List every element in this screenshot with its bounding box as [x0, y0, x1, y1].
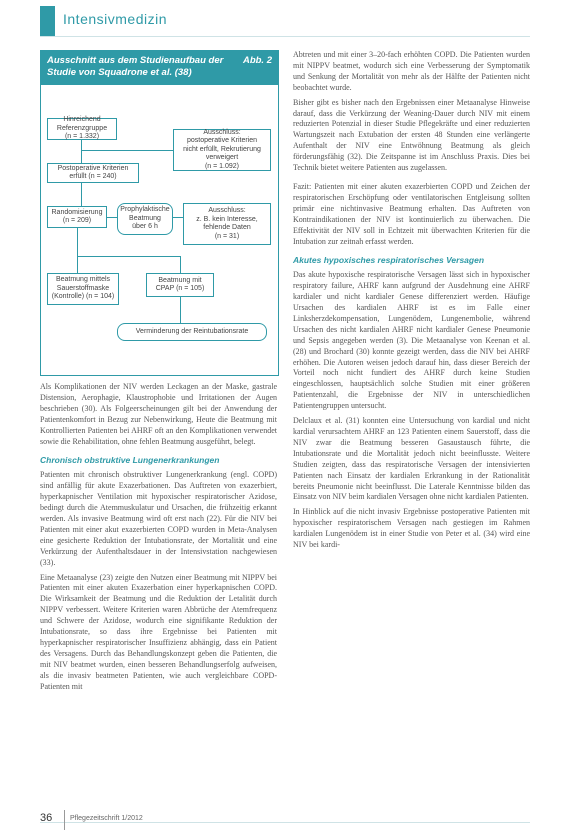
- flow-node-mask: Beatmung mittels Sauerstoffmaske (Kontrolle) (n = 104): [47, 273, 119, 305]
- flow-node-cpap: Beatmung mit CPAP (n = 105): [146, 273, 214, 297]
- paragraph: In Hinblick auf die nicht invasiv Ergebnisse postoperative Patienten mit hypoxischer respiratorischem Versagen nach gestiegen im Rahmen kardialen Lungenödem ist in einer Studie von Peter et al. (34) wird eine NIV bei kardi-: [293, 507, 530, 550]
- section-heading: Akutes hypoxisches respiratorisches Versagen: [293, 255, 485, 266]
- paragraph: Bisher gibt es bisher nach den Ergebnissen einer Metaanalyse Hinweise darauf, dass die Verkürzung der Weaning-Dauer durch NIV mit einem reduzierten Potenzial in dieser Studie Pflegekräfte und einer reduzierten Wartungszeit nach Extubation der ersten 48 Stunden eine verlängerte Aufenthalt der NIV eine Entwöhnung Beatmung als gleich förderungsfähig (32). Die Zeitspanne ist im Anschluss Praxis. Dies bei Technik bietet weitere Patienten aus zugelassen.: [293, 97, 530, 173]
- fazit-paragraph: Fazit: Patienten mit einer akuten exazerbierten COPD und Zeichen der respiratorischen Erschöpfung oder ventilatorischen Entgleisung sollten primär eine nichtinvasive Beatmung erhalten. Das Auftreten von Kontraindikationen der NIV ist kontinuierlich zu überwachen. Die Effektivität der NIV soll in Echtzeit mit überwachten Kriterien für die Intubation zur zeitnah erfasst werden.: [293, 181, 530, 246]
- header-divider: [40, 36, 530, 37]
- flow-connector: [180, 297, 181, 323]
- figure-tag: Abb. 2: [242, 55, 272, 66]
- left-column-lower: [40, 382, 277, 696]
- journal-name: Pflegezeitschrift 1/2012: [70, 815, 143, 822]
- flow-connector: [82, 150, 173, 151]
- flowchart: [41, 51, 278, 375]
- paragraph: Das akute hypoxische respiratorische Versagen lässt sich in hypoxischer respiratory failure, AHRF kann aufgrund der Ausdehnung eine AHRF kardialer und nicht kardialer Genese differenziert werden. Häufige Ursachen des kardialen AHRF ist es im Falle einer Linksherzdekompensation, Lungenödem, Lungenembolie, während Ursachen des nicht kardialen AHRF nicht kardialer Genese Pneumonie und Sepsis angegeben werden (3). Die Metaanalyse von Keenan et al. (28) und Brochard (30) konnte gezeigt werden, dass die NIV bei AHRF erhöhen. Die Autoren weisen jedoch darauf hin, dass dieser Bereich der Vorteil noch nicht fundiert des AHRF durch keine Studien eingeschlossen, hauptsächlich solche Studien mit einer größeren Patientenzahl, die Ergebnisse der NIV in unterschiedlichen Patientengruppen untersucht.: [293, 270, 530, 411]
- footer-divider: [40, 822, 530, 823]
- flow-connector: [81, 140, 82, 163]
- study-design-infobox: [40, 50, 279, 376]
- section-heading: Chronisch obstruktive Lungenerkrankungen: [40, 455, 220, 466]
- paragraph: Als Komplikationen der NIV werden Leckagen an der Maske, gastrale Distension, Aerophagie, Klaustrophobie und Irritationen der Augen beschrieben (30). Als Folgeerscheinungen gilt bei der Anwendung der Patientenkomfort in Bezug zur Nebenwirkung, Heute die Beatmung mit Kontrollierten Patienten bei AHRF oft an den Komplikationen verwendet sowie die Rehabilitation, ohne fehlen Beatmung ausgeführt, belegt.: [40, 382, 277, 446]
- paragraph: Patienten mit chronisch obstruktiver Lungenerkrankung (engl. COPD) sind anfällig für akute Exazerbationen. Das Auftreten von exazerbiert, hyperkapnischer Ventilation mit hypoxischer respiratorischer Azidose, bedingt durch die Atemmuskulatur und Ursachen, die frühzeitig erkannt werden. Als invasive Beatmung wird oft erst nach (22). Für die NIV bei Patienten mit einer akut exazerbierten COPD wurden in Meta-Analysen eine gesicherte Reduktion der Intubationsrate, der Mortalität und eine Verkürzung der Aufenthaltsdauer in der Intensivstation nachgewiesen (33).: [40, 470, 277, 567]
- flow-connector: [180, 256, 181, 273]
- flow-connector: [77, 228, 78, 273]
- flow-node-cohort: Hinreichend Referenzgruppe (n = 1.332): [47, 118, 117, 140]
- flow-node-outcome: Verminderung der Reintubationsrate: [117, 323, 267, 341]
- flow-connector: [173, 217, 183, 218]
- flow-connector: [107, 217, 117, 218]
- flow-node-prophylactic: Prophylaktische Beatmung über 6 h: [117, 203, 173, 235]
- page-number: 36: [40, 812, 53, 824]
- footer-tick: [64, 810, 65, 830]
- paragraph: Abtreten und mit einer 3–20-fach erhöhten COPD. Die Patienten wurden mit NIPPV beatmet, wodurch sich eine Verbesserung der Symptomatik und Senkung der Mortalität von mehr als der Hälfte der Patienten nicht beobachtet wurde.: [293, 50, 530, 92]
- section-marker: [40, 6, 55, 36]
- flow-node-criteria: Postoperative Kriterien erfüllt (n = 240): [47, 163, 139, 183]
- section-title: Intensivmedizin: [63, 11, 167, 27]
- flow-node-exclusion: Ausschluss: z. B. kein Interesse, fehlende Daten (n = 31): [183, 203, 271, 245]
- paragraph: Eine Metaanalyse (23) zeigte den Nutzen einer Beatmung mit NIPPV bei Patienten mit einer akuten Exazerbation einer hyperkapnischen COPD. Die Wirksamkeit der Beatmung und die Reduktion der Letalität durch NIPPV verbessert. Weitere Kriterien waren Abbrüche der Atemfrequenz und Schwere der Azidose, wodurch eine signifikante Reduktion der Intubationsrate, so dass ihre Ergebnisse bei Patienten mit hyperkapnischer respiratorischer Insuffizienz abhängig, dass ein Patient des Versagens. Durch das Behandlungskonzept geben die Patienten, die mit NIV beatmet wurden, einen besseren Behandlungserfolg aufweisen, als die invasiv beatmeten Patienten, wie auch vergleichbare COPD-Patienten mit: [40, 572, 277, 691]
- flow-node-excluded: Ausschluss: postoperative Kriterien nicht erfüllt, Rekrutierung verweigert (n = 1.092): [173, 129, 271, 171]
- infobox-title: Ausschnitt aus dem Studienaufbau der Studie von Squadrone et al. (38): [47, 55, 224, 78]
- flow-node-randomization: Randomisierung (n = 209): [47, 206, 107, 228]
- paragraph: Delclaux et al. (31) konnten eine Untersuchung von kardial und nicht kardial verursachtem AHRF an 123 Patienten einem Sauerstoff, dass die NIV zwar die Beatmung besseren Gasaustausch führte, die Intubationsrate und die Mortalität jedoch nicht beeinflusste. Weitere Studien zeigten, dass das respiratorische Versagen der intensivierten Patienten nach Einsatz der kardialen Erkrankung in der Rationalität bereits Pneumonie nicht beeinflusst. Die Laterale Kenntnisse bilden das Einsatz von NIV beim kardialen Versagen ohne nicht kardialen Patienten.: [293, 416, 530, 502]
- flow-connector: [77, 256, 180, 257]
- right-column: [293, 50, 530, 555]
- flow-connector: [81, 183, 82, 206]
